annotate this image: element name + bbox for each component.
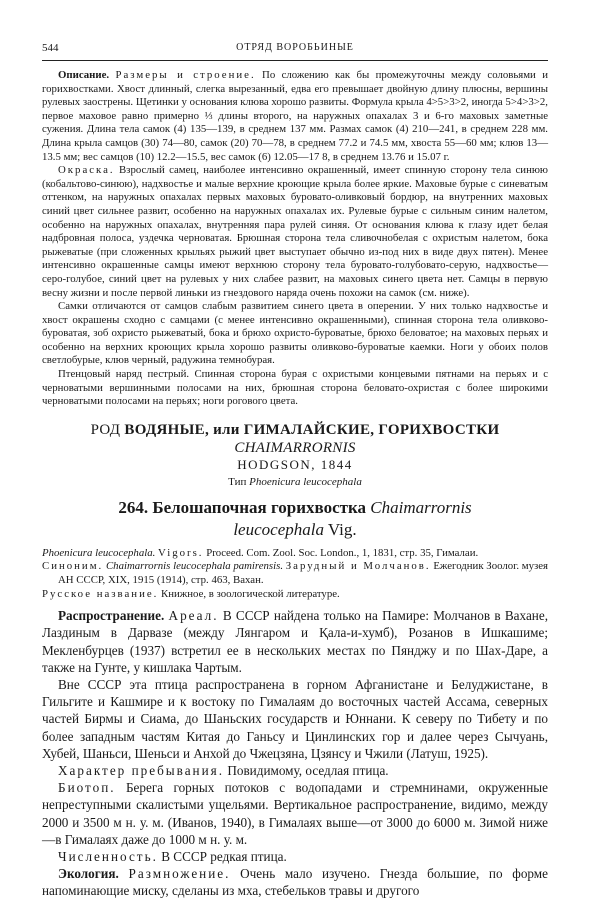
synonym-latin: Chaimarrornis leucocephala pamirensis. [105,560,284,573]
genus-author: HODGSON, 1844 [237,456,353,472]
header-rule [42,60,548,61]
synonym-label: Синоним. [42,560,104,573]
distribution-abroad-paragraph [42,676,548,762]
ecology-lead: Размножение. [128,866,231,882]
description-paragraph [42,69,548,164]
species-title-line2 [42,519,548,541]
genus-prefix: РОД [90,421,121,438]
reference-original [42,547,548,561]
biotope-lead: Биотоп. [58,780,116,796]
abundance-lead: Численность. [58,849,158,865]
russian-name-text: Книжное, в зоологической литературе. [161,587,340,600]
residence-lead: Характер пребывания. [58,763,225,779]
biotope-paragraph [42,779,548,848]
running-title: ОТРЯД ВОРОБЬИНЫЕ [236,42,354,53]
species-title [42,497,548,519]
reference-synonym [42,560,548,587]
ecology-label: Экология. [58,866,119,882]
biotope-text: Берега горных потоков с водопадами и стремнинами, окруженные непреступными скалистыми ущельями. Вертикальное распространение, видимо, между 2000 и 3500 м н. у. м. (Иванов, 1940), в Гималаях выше—от 3000 до 6000 м. Зимой ниже—в Гималаях даже до 1000 м н. у. м. [42,780,549,847]
russian-name-label: Русское название. [42,587,159,600]
genus-name: ВОДЯНЫЕ, или ГИМАЛАЙСКИЕ, ГОРИХВОСТКИ [124,421,500,438]
description-label: Описание. [58,69,110,81]
residence-paragraph [42,762,548,779]
description-text: По сложению как бы промежуточны между соловьями и горихвостками. Хвост длинный, слегка вырезанный, едва его превышает двойную длину плюсны, вершины рулевых заострены. Щетинки у основания клюва хорошо развиты. Формула крыла 4>5>3>2, иногда 5>4>3>2, первое маховое равно примерно ⅓ длины второго, на наружных опахалах 3 и 6-го маховых заметные сужения. Длина тела самок (4) 135—139, в среднем 137 мм. Размах самок (4) 210—241, в среднем 228 мм. Длина крыла самцов (30) 74—80, самок (20) 70—78, в среднем 77.2 и 74.5 мм, хвоста 55—60 мм; клюв 13—13.5 мм; вес самцов (10) 12.2—15.5, вес самок (6) 12.05—17 8, в среднем 13.76 и 15.07 г. [42,69,548,163]
distribution-text: В СССР найдена только на Памире: Молчанов в Вахане, Лаздиным в Дарвазе (между Лянгаром и Қала-и-хумб), Розанов в Ишкашиме; Мекленбурцев (1937) встретил ее в нескольких местах по Пянджу и по Шах-Даре, а также на Гунте, у кишлака Чартым. [42,608,549,675]
document-page [42,42,548,900]
distribution-lead: Ареал. [168,608,219,624]
type-label: Тип [228,475,247,488]
abundance-paragraph [42,848,548,865]
ecology-paragraph [42,865,548,899]
species-latin-species: leucocephala [233,519,324,539]
genus-latin: CHAIMARRORNIS [234,439,356,456]
females-text: Самки отличаются от самцов слабым развитием синего цвета в оперении. У них только надхвостье и хвост окрашены сходно с самцами (с менее интенсивно окрашенными), спинная сторона тела оливково-буроватая, зоб охристо рыжеватый, бока и брюхо охристо-буроватые, брюхо беловатое; на маховых перьях и особенно на верхних кроющих крыла хорошо развиты оливково-буроватые каемки. Ноги у обоих полов светлобурые, клюв черный, радужина темнобурая. [42,300,548,367]
females-paragraph [42,300,548,368]
distribution-label: Распространение. [58,608,165,624]
synonym-authors: Зарудный и Молчанов. [285,560,431,573]
species-number-title: 264. Белошапочная горихвостка [118,497,367,517]
genus-type [42,475,548,489]
ref-latin: Phoenicura leucocephala. [42,546,156,559]
synonym-text: Ежегодник Зоолог. музея АН СССР, XIX, 1915 (1914), стр. 463, Вахан. [58,560,549,587]
distribution-paragraph [42,607,548,676]
abundance-text: В СССР редкая птица. [161,849,287,865]
ref-author: Vigors. [158,546,204,559]
ecology-text: Очень мало изучено. Гнезда большие, по форме напоминающие миску, сделаны из мха, стебельков травы и другого [42,866,549,899]
coloration-text: Взрослый самец, наиболее интенсивно окрашенный, имеет спинную сторону тела синюю (кобальтово-синюю), надхвостье и малые верхние кроющие крыла более яркие. Маховые бурые с синеватым оттенком, на наружных опахалах первых маховых буровато-оливковый бордюр, на внутренних маховых синий цвет сильнее развит, особенно на наружных опахалах их. Рулевые бурые с сильным синим налетом, особенно на наружных опахалах, внутренняя пара рулей синяя. От основания клюва к глазу идет белая надбровная полоса, уздечка черноватая. Брюшная сторона тела сливочнобелая с охристым налетом, бока рыжеватые (при сложенных крыльях рыжий цвет выступает обычно из-под них в виде двух пятен). Менее интенсивно окрашенные самцы имеют верхнюю сторону тела буровато-голубовато-серую, надхвостье—серо-голубое, синий цвет на рулевых у них слабее развит, на маховых синего цвета нет. Самцы в первую весну жизни и после первой линьки из гнездового наряда очень похожи на самок (см. ниже). [42,164,548,299]
nestling-paragraph [42,368,548,409]
distribution-abroad-text: Вне СССР эта птица распространена в горном Афганистане и Белуджистане, в Гильгите и Кашмире и к востоку по Гималаям до восточных частей Ассама, северных частей Бирмы и Сиама, до Шаньских государств и Юннани. К северу по Тибету и по более западным частям Китая до Ганьсу и Цинлинских гор и далее через Сычуань, Хубей, Шаньси, Шеньси и Анхой до Чжецзяна, Цзянсу и Чжили (Латуш, 1925). [42,677,548,761]
ref-text: Proceed. Com. Zool. Soc. London., 1, 1831, стр. 35, Гималаи. [206,546,479,559]
reference-russian-name [42,588,548,602]
genus-heading [42,421,548,457]
coloration-lead: Окраска. [58,164,115,177]
coloration-paragraph [42,164,548,300]
residence-text: Повидимому, оседлая птица. [227,763,389,779]
running-header [42,42,548,58]
species-latin-genus: Chaimarrornis [370,497,472,517]
species-author: Vig. [327,519,357,539]
type-species: Phoenicura leucocephala [249,475,362,488]
nestling-text: Птенцовый наряд пестрый. Спинная сторона бурая с охристыми концевыми пятнами на перьях и с черноватыми вершинными полосами на них, брюшная сторона беловато-охристая с более широкими черноватыми полосами на перьях; ноги рогового цвета. [42,368,548,408]
description-lead: Размеры и строение. [115,69,256,81]
page-number: 544 [42,42,59,54]
